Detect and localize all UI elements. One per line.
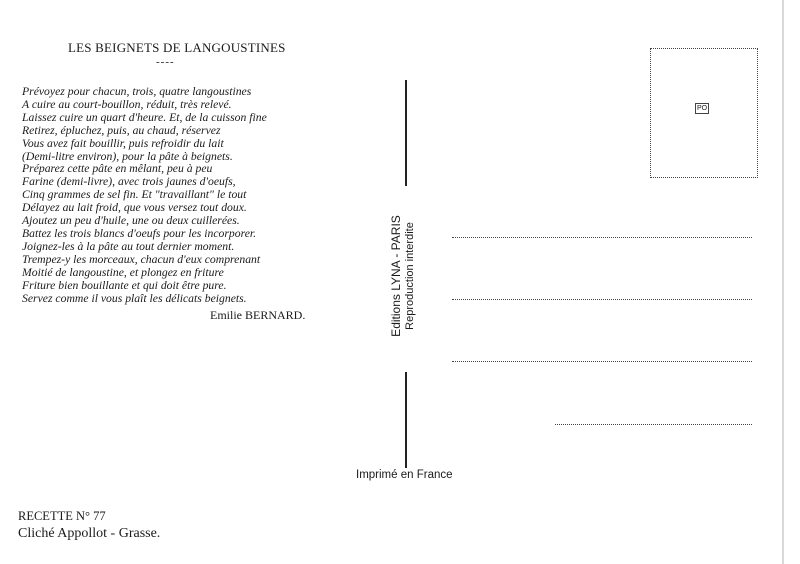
poem-line: Laissez cuire un quart d'heure. Et, de la cuisson fine — [22, 110, 267, 124]
poem-line: Battez les trois blancs d'oeufs pour les incorporer. — [22, 226, 257, 240]
poem-line: A cuire au court-bouillon, réduit, très relevé. — [22, 97, 232, 111]
poem-line: Cinq grammes de sel fin. Et "travaillant" le tout — [22, 188, 247, 202]
printed-in-france: Imprimé en France — [356, 469, 453, 481]
divider-line-bottom — [405, 372, 407, 468]
divider-line-top — [405, 80, 407, 186]
poem-line: (Demi-litre environ), pour la pâte à beignets. — [22, 149, 233, 163]
poem-line: Farine (demi-livre), avec trois jaunes d'oeufs, — [22, 175, 236, 189]
publisher-name: Editions LYNA - PARIS — [389, 215, 403, 337]
poem-line: Friture bien bouillante et qui doit être pure. — [22, 278, 227, 292]
poem-line: Joignez-les à la pâte au tout dernier moment. — [22, 239, 235, 253]
publisher-vertical-text — [389, 181, 425, 371]
poem-line: Vous avez fait bouillir, puis refroidir du lait — [22, 136, 224, 150]
address-line — [555, 424, 752, 425]
poem-line: Moitié de langoustine, et plongez en friture — [22, 265, 224, 279]
poem-line: Prévoyez pour chacun, trois, quatre langoustines — [22, 85, 252, 98]
address-line — [452, 361, 752, 362]
address-line — [452, 237, 752, 238]
poem-line: Servez comme il vous plaît les délicats beignets. — [22, 291, 247, 305]
address-line — [452, 299, 752, 300]
card-edge — [782, 0, 784, 564]
poem-line: Trempez-y les morceaux, chacun d'eux comprenant — [22, 252, 261, 266]
title-rule: ---- — [156, 56, 175, 68]
recipe-title: LES BEIGNETS DE LANGOUSTINES — [68, 40, 286, 55]
poem-line: Ajoutez un peu d'huile, une ou deux cuillerées. — [22, 214, 240, 228]
poem-line: Retirez, épluchez, puis, au chaud, réservez — [22, 123, 221, 137]
poem-line: Préparez cette pâte en mêlant, peu à peu — [22, 162, 213, 176]
recipe-poem — [22, 86, 267, 305]
recipe-number: RECETTE N° 77 — [18, 509, 106, 523]
poem-line: Délayez au lait froid, que vous versez tout doux. — [22, 201, 247, 215]
photo-credit: Cliché Appollot - Grasse. — [18, 526, 161, 541]
po-mark: PO — [697, 105, 708, 112]
author-signature: Emilie BERNARD. — [210, 308, 306, 322]
reproduction-notice: Reproduction interdite — [404, 222, 416, 330]
